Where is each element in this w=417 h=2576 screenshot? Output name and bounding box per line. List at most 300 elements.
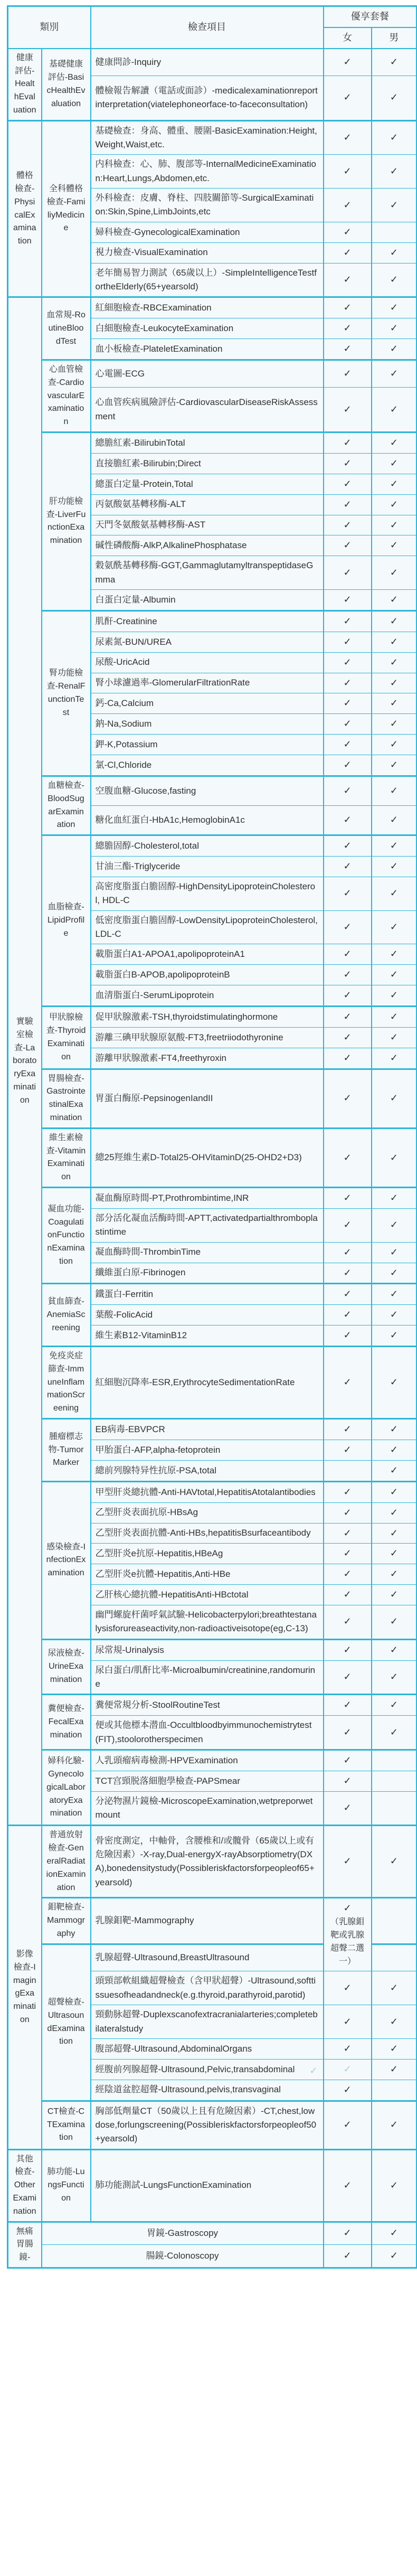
check-icon: ✓	[343, 478, 352, 489]
cell-text: 總膽紅素-BilirubinTotal	[95, 437, 185, 448]
cell-text: 人乳頭瘤病毒檢測-HPVExamination	[95, 1755, 238, 1765]
check-icon: ✓	[390, 478, 398, 489]
item-cell	[91, 1284, 324, 1305]
cell-text: CT檢查-CTExamination	[46, 2107, 86, 2142]
table-row	[8, 2245, 417, 2268]
male-check-cell	[372, 735, 417, 755]
item-cell	[91, 76, 324, 120]
item-cell	[91, 453, 324, 474]
male-check-cell	[372, 632, 417, 652]
check-icon: ✓	[343, 1903, 352, 1914]
table-row	[8, 1284, 417, 1305]
cell-text: 載脂蛋白A1-APOA1,apolipoproteinA1	[95, 949, 245, 960]
item-cell	[91, 2149, 324, 2222]
male-check-cell	[372, 242, 417, 263]
subcategory-cell	[42, 297, 91, 360]
item-cell	[91, 2080, 324, 2101]
check-icon: ✓	[390, 1671, 398, 1682]
check-icon: ✓	[390, 948, 398, 960]
cell-text: 葉酸-FolicAcid	[95, 1310, 153, 1320]
check-icon: ✓	[390, 1699, 398, 1710]
female-check-cell	[324, 673, 372, 693]
check-icon: ✓	[343, 540, 352, 551]
cell-text: 胃腸檢查-GastrointestinalExamination	[46, 1074, 86, 1123]
female-check-cell	[324, 1771, 372, 1791]
female-check-cell	[324, 155, 372, 189]
check-icon: ✓	[343, 2063, 352, 2074]
cell-text: 乳腺鉬靶-Mammography	[95, 1915, 194, 1926]
item-cell	[91, 776, 324, 806]
female-check-cell	[324, 1791, 372, 1826]
cell-text: 尿白蛋白/肌酐比率-Microalbumin/creatinine,randomurine	[95, 1665, 316, 1689]
male-check-cell	[372, 76, 417, 120]
check-icon: ✓	[343, 567, 352, 578]
check-icon: ✓	[390, 403, 398, 415]
table-row	[8, 120, 417, 155]
cell-text: 凝血酶時間-ThrombinTime	[95, 1247, 201, 1257]
cell-text: 丙氨酸氨基轉移酶-ALT	[95, 499, 186, 510]
table-row	[8, 1639, 417, 1660]
cell-text: 實驗室檢查-LaboratoryExamination	[13, 1017, 37, 1105]
male-check-cell	[372, 1791, 417, 1826]
check-icon: ✓	[390, 2179, 398, 2190]
female-check-cell	[324, 474, 372, 494]
item-cell	[91, 263, 324, 297]
category-cell	[8, 2222, 42, 2268]
check-icon: ✓	[343, 457, 352, 468]
cell-text: 腹部超聲-Ultrasound,AbdominalOrgans	[95, 2043, 252, 2054]
female-check-cell	[324, 632, 372, 652]
male-check-cell	[372, 1660, 417, 1695]
subcategory-cell	[42, 1481, 91, 1639]
cell-text: 頸動脉超聲-Duplexscanofextracranialarteries;completebilateralstudy	[95, 2009, 318, 2034]
check-icon: ✓	[343, 948, 352, 960]
cell-text: 游離三碘甲狀腺原氨酸-FT3,freetriiodothyronine	[95, 1032, 283, 1042]
male-check-cell	[372, 1750, 417, 1771]
female-check-cell	[324, 494, 372, 515]
cell-text: 鉀-K,Potassium	[95, 739, 158, 749]
check-icon: ✓	[343, 1052, 352, 1063]
check-icon: ✓	[390, 540, 398, 551]
female-check-cell	[324, 360, 372, 387]
item-cell	[91, 632, 324, 652]
item-cell	[91, 1791, 324, 1826]
item-cell	[91, 1481, 324, 1502]
item-cell	[91, 1695, 324, 1716]
male-check-cell	[372, 515, 417, 535]
cell-text: 游離甲狀腺激素-FT4,freethyroxin	[95, 1052, 226, 1063]
cell-text: 尿酸-UricAcid	[95, 657, 150, 667]
check-icon: ✓	[343, 1644, 352, 1655]
subcategory-cell	[42, 1750, 91, 1825]
female-check-cell	[324, 1305, 372, 1325]
cell-text: 影像檢查-ImagingExamination	[13, 1950, 36, 2025]
male-check-cell	[372, 297, 417, 318]
item-cell	[91, 1716, 324, 1750]
item-cell	[91, 1544, 324, 1564]
check-icon: ✓	[343, 1031, 352, 1042]
male-check-cell	[372, 1242, 417, 1263]
check-icon: ✓	[343, 1507, 352, 1518]
check-icon: ✓	[390, 1330, 398, 1341]
item-cell	[91, 1242, 324, 1263]
male-check-cell	[372, 1971, 417, 2005]
check-icon: ✓	[343, 1856, 352, 1867]
table-row	[8, 2222, 417, 2245]
item-cell	[91, 297, 324, 318]
male-check-cell	[372, 2038, 417, 2059]
cell-text: 紅細胞檢查-RBCExamination	[95, 303, 212, 313]
female-check-cell	[324, 297, 372, 318]
male-check-cell	[372, 1944, 417, 1971]
male-check-cell	[372, 432, 417, 453]
item-cell	[91, 755, 324, 776]
cell-text: 胸部低劑量CT（50歲以上且有危險因素）-CT,chest,lowdose,forlungscreening(Possibleriskfactorsforpeopleof50+yearsold)	[95, 2105, 317, 2144]
female-check-cell	[324, 515, 372, 535]
table-row	[8, 297, 417, 318]
male-check-cell	[372, 1325, 417, 1347]
male-check-cell	[372, 652, 417, 673]
male-check-cell	[372, 965, 417, 985]
female-check-cell	[324, 1544, 372, 1564]
item-cell	[91, 1069, 324, 1128]
female-check-cell	[324, 776, 372, 806]
item-cell	[91, 1826, 324, 1898]
female-check-cell	[324, 388, 372, 433]
check-icon: ✓	[343, 861, 352, 872]
item-cell	[91, 2038, 324, 2059]
cell-text: 健康問診-Inquiry	[95, 57, 162, 67]
check-icon: ✓	[390, 1548, 398, 1559]
male-check-cell	[372, 944, 417, 965]
check-icon: ✓	[390, 1982, 398, 1993]
item-cell	[91, 806, 324, 835]
check-icon: ✓	[390, 785, 398, 796]
male-check-cell	[372, 693, 417, 714]
table-header	[8, 6, 417, 49]
female-check-cell	[324, 453, 372, 474]
female-check-cell	[324, 652, 372, 673]
female-check-cell	[324, 1716, 372, 1750]
check-icon: ✓	[390, 1011, 398, 1022]
check-icon: ✓	[343, 922, 352, 933]
item-cell	[91, 1750, 324, 1771]
check-icon: ✓	[343, 1486, 352, 1497]
checkup-package-table-wrapper	[7, 5, 416, 2269]
cell-text: 肝功能檢查-LiverFunctionExamination	[46, 496, 86, 546]
check-icon: ✓	[343, 343, 352, 354]
male-check-cell	[372, 776, 417, 806]
table-row	[8, 49, 417, 76]
check-icon: ✓	[390, 1093, 398, 1104]
check-icon: ✓	[390, 2063, 398, 2074]
item-cell	[91, 1305, 324, 1325]
female-check-cell	[324, 1128, 372, 1187]
cell-text: 腎功能檢查-RenalFunctionTest	[46, 669, 86, 717]
male-check-cell	[372, 1544, 417, 1564]
check-icon: ✓	[390, 1486, 398, 1497]
female-check-cell	[324, 432, 372, 453]
check-icon: ✓	[343, 1309, 352, 1320]
cell-text: 骨密度測定，中軸骨，含腰椎和/或髖骨（65歲以上或有危險因素）-X-ray,Dual-energyX-rayAbsorptiometry(DXA),bonedensitystudy(Possibleriskfactorsforpeopleof65+yearsold)	[95, 1835, 315, 1887]
check-icon: ✓	[390, 656, 398, 667]
cell-text: 超聲檢查-UltrasoundExamination	[47, 1998, 85, 2046]
check-icon: ✓	[390, 132, 398, 143]
check-icon: ✓	[343, 92, 352, 103]
female-check-cell	[324, 755, 372, 776]
check-icon: ✓	[390, 343, 398, 354]
male-check-cell	[372, 1502, 417, 1523]
female-check-cell	[324, 1695, 372, 1716]
cell-text: 紅細胞沉降率-ESR,ErythrocyteSedimentationRate	[95, 1377, 295, 1387]
check-icon: ✓	[343, 403, 352, 415]
item-cell	[91, 2059, 324, 2080]
male-check-cell	[372, 985, 417, 1007]
check-icon: ✓	[343, 759, 352, 770]
check-icon: ✓	[343, 739, 352, 750]
cell-text: 心血管檢查-CardiovascularExamination	[47, 364, 85, 427]
female-check-cell	[324, 589, 372, 610]
female-check-cell	[324, 2245, 372, 2268]
check-icon: ✓	[390, 1192, 398, 1204]
subcategory-cell	[42, 1639, 91, 1695]
cell-text: 心電圖-ECG	[95, 368, 145, 379]
check-icon: ✓	[343, 2250, 352, 2261]
female-check-cell	[324, 2149, 372, 2222]
male-check-cell	[372, 1305, 417, 1325]
cell-text: 血小板檢查-PlateletExamination	[95, 343, 223, 354]
male-check-cell	[372, 2005, 417, 2039]
check-icon: ✓	[343, 677, 352, 688]
female-check-cell	[324, 693, 372, 714]
male-check-cell	[372, 1481, 417, 1502]
check-icon: ✓	[390, 1568, 398, 1580]
cell-text: 總膽固醇-Cholesterol,total	[95, 840, 200, 851]
male-check-cell	[372, 189, 417, 222]
female-check-cell	[324, 1898, 372, 1971]
item-cell	[91, 242, 324, 263]
check-icon: ✓	[390, 1644, 398, 1655]
check-icon: ✓	[390, 922, 398, 933]
subcategory-cell	[42, 1007, 91, 1069]
subcategory-cell	[42, 120, 91, 297]
subcategory-cell	[42, 1188, 91, 1284]
check-icon: ✓	[390, 92, 398, 103]
subcategory-cell	[42, 610, 91, 776]
male-check-cell	[372, 589, 417, 610]
male-check-cell	[372, 1284, 417, 1305]
female-check-cell	[324, 1564, 372, 1585]
item-cell	[91, 432, 324, 453]
cell-text: 腎小球濾過率-GlomerularFiltrationRate	[95, 678, 250, 688]
check-icon: ✓	[390, 1616, 398, 1627]
table-row	[8, 2149, 417, 2222]
item-cell	[91, 388, 324, 433]
category-cell	[8, 1826, 42, 2149]
female-check-cell	[324, 242, 372, 263]
header-exam-item: 檢查項目	[91, 6, 324, 49]
female-check-cell	[324, 1263, 372, 1284]
male-check-cell	[372, 755, 417, 776]
cell-text: 乙型肝炎e抗體-Hepatitis,Anti-HBe	[95, 1569, 231, 1580]
check-icon: ✓	[343, 2179, 352, 2190]
check-icon: ✓	[390, 302, 398, 313]
check-icon: ✓	[390, 1219, 398, 1230]
female-check-cell	[324, 1347, 372, 1419]
male-check-cell	[372, 556, 417, 590]
female-check-cell	[324, 735, 372, 755]
check-icon: ✓	[390, 56, 398, 67]
female-check-cell	[324, 76, 372, 120]
cell-text: 體格檢查-PhysicalExamination	[13, 171, 36, 246]
subcategory-cell	[42, 1944, 91, 2101]
male-check-cell	[372, 1263, 417, 1284]
cell-text: 健康評估-HealthEvaluation	[13, 53, 36, 115]
cell-text: 甲胎蛋白-AFP,alpha-fetoprotein	[95, 1444, 221, 1455]
cell-text: 高密度脂蛋白膽固醇-HighDensityLipoproteinCholesterol, HDL-C	[95, 881, 316, 906]
item-cell	[91, 494, 324, 515]
male-check-cell	[372, 2080, 417, 2101]
check-icon: ✓	[343, 247, 352, 258]
cell-text: 糞便常規分析-StoolRoutineTest	[95, 1700, 220, 1710]
item-cell	[91, 944, 324, 965]
male-check-cell	[372, 673, 417, 693]
subcategory-cell	[42, 1347, 91, 1419]
table-row	[8, 1419, 417, 1440]
subcategory-cell	[42, 2101, 91, 2149]
check-icon: ✓	[390, 2227, 398, 2239]
cell-text: 甘油三酯-Triglyceride	[95, 861, 181, 871]
female-check-cell	[324, 806, 372, 835]
female-check-cell	[324, 1069, 372, 1128]
check-icon: ✓	[343, 2119, 352, 2130]
check-icon: ✓	[343, 1246, 352, 1257]
check-icon: ✓	[390, 1031, 398, 1042]
check-icon: ✓	[343, 1754, 352, 1765]
check-icon: ✓	[343, 2084, 352, 2095]
cell-text: 老年簡易智力測試（65歲以上）-SimpleIntelligenceTestfortheElderly(65+yearsold)	[95, 267, 317, 292]
category-cell	[8, 2149, 42, 2222]
check-icon: ✓	[390, 2250, 398, 2261]
cell-text: 乙肝核心總抗體-HepatitisAnti-HBctotal	[95, 1589, 249, 1600]
item-cell	[91, 2005, 324, 2039]
item-cell	[91, 1419, 324, 1440]
check-icon: ✓	[343, 656, 352, 667]
check-icon: ✓	[390, 323, 398, 334]
check-icon: ✓	[343, 785, 352, 796]
check-icon: ✓	[343, 1267, 352, 1278]
cell-text: TCT宫頸脱落細胞學檢查-PAPSmear	[95, 1775, 241, 1786]
male-check-cell	[372, 857, 417, 877]
cell-text: 便或其他標本潜血-Occultbloodbyimmunochemistrytest(FIT),stoolorotherspecimen	[95, 1720, 312, 1744]
female-check-cell	[324, 2222, 372, 2245]
female-check-cell	[324, 189, 372, 222]
male-check-cell	[372, 155, 417, 189]
check-icon: ✓	[390, 718, 398, 729]
check-icon: ✓	[390, 247, 398, 258]
male-check-cell	[372, 910, 417, 944]
cell-text: 血脂檢查-LipidProfile	[47, 902, 85, 938]
cell-text: 總25羥維生素D-Total25-OHVitaminD(25-OHD2+D3)	[95, 1152, 302, 1163]
item-cell	[91, 222, 324, 242]
cell-text: 腸鏡-Colonoscopy	[146, 2250, 219, 2261]
table-row	[8, 1128, 417, 1187]
item-cell	[91, 673, 324, 693]
female-check-cell	[324, 556, 372, 590]
check-icon: ✓	[343, 969, 352, 980]
cell-text: 免疫炎症篩查-ImmuneInflammationScreening	[46, 1351, 86, 1413]
check-icon: ✓	[390, 814, 398, 825]
female-check-cell	[324, 1605, 372, 1640]
male-check-cell	[372, 263, 417, 297]
table-row	[8, 610, 417, 632]
male-check-cell	[372, 1007, 417, 1028]
item-cell	[91, 1564, 324, 1585]
female-check-cell	[324, 1639, 372, 1660]
item-cell	[91, 735, 324, 755]
check-icon: ✓	[390, 199, 398, 210]
table-row	[8, 360, 417, 387]
cell-text: 總前列腺特异性抗原-PSA,total	[95, 1465, 217, 1475]
check-icon: ✓	[343, 840, 352, 851]
item-cell	[91, 318, 324, 339]
item-cell	[91, 1325, 324, 1347]
check-icon: ✓	[390, 567, 398, 578]
check-icon: ✓	[390, 759, 398, 770]
check-icon: ✓	[390, 677, 398, 688]
item-cell	[91, 155, 324, 189]
cell-text: 幽門螺旋杆菌呼氣試驗-Helicobacterpylori;breathtestanalysisforureaseactivity,non-radioactiveisotope(eg,C-13)	[95, 1610, 317, 1634]
cell-text: 部分活化凝血活酶時間-APTT,activatedpartialthromboplastintime	[95, 1212, 318, 1237]
check-icon: ✓	[343, 519, 352, 530]
check-icon: ✓	[390, 1589, 398, 1600]
male-check-cell	[372, 1826, 417, 1898]
check-icon: ✓	[343, 1093, 352, 1104]
male-check-cell	[372, 835, 417, 857]
cell-text: 氯-Cl,Chloride	[95, 759, 152, 770]
check-icon: ✓	[343, 636, 352, 647]
male-check-cell	[372, 1585, 417, 1605]
item-cell	[91, 714, 324, 735]
cell-text: 胃蛋白酶原-PepsinogenIandII	[95, 1093, 213, 1104]
check-icon: ✓	[390, 969, 398, 980]
check-icon: ✓	[343, 2227, 352, 2239]
check-icon: ✓	[390, 368, 398, 379]
check-icon: ✓	[390, 1527, 398, 1538]
cell-text: 内科檢查：心、肺、腹部等-InternalMedicineExamination:Heart,Lungs,Abdomen,etc.	[95, 159, 316, 183]
item-cell	[91, 1605, 324, 1640]
table-row	[8, 1007, 417, 1028]
male-check-cell	[372, 1419, 417, 1440]
check-icon: ✓	[343, 1011, 352, 1022]
female-check-cell	[324, 877, 372, 910]
item-cell	[42, 2245, 324, 2268]
check-icon: ✓	[390, 457, 398, 468]
check-icon: ✓	[390, 636, 398, 647]
cell-text: 乳腺超聲-Ultrasound,BreastUltrasound	[95, 1952, 250, 1963]
female-check-cell	[324, 2080, 372, 2101]
female-check-cell	[324, 1027, 372, 1048]
check-icon: ✓	[343, 2043, 352, 2054]
cell-text: 維生素檢查-VitaminExamination	[46, 1133, 86, 1182]
cell-text: 糖化血紅蛋白-HbA1c,HemoglobinA1c	[95, 814, 245, 825]
check-icon: ✓	[343, 1699, 352, 1710]
table-row	[8, 1481, 417, 1502]
female-check-cell	[324, 318, 372, 339]
female-check-cell	[324, 339, 372, 360]
male-check-cell	[372, 1716, 417, 1750]
check-icon: ✓	[390, 1309, 398, 1320]
